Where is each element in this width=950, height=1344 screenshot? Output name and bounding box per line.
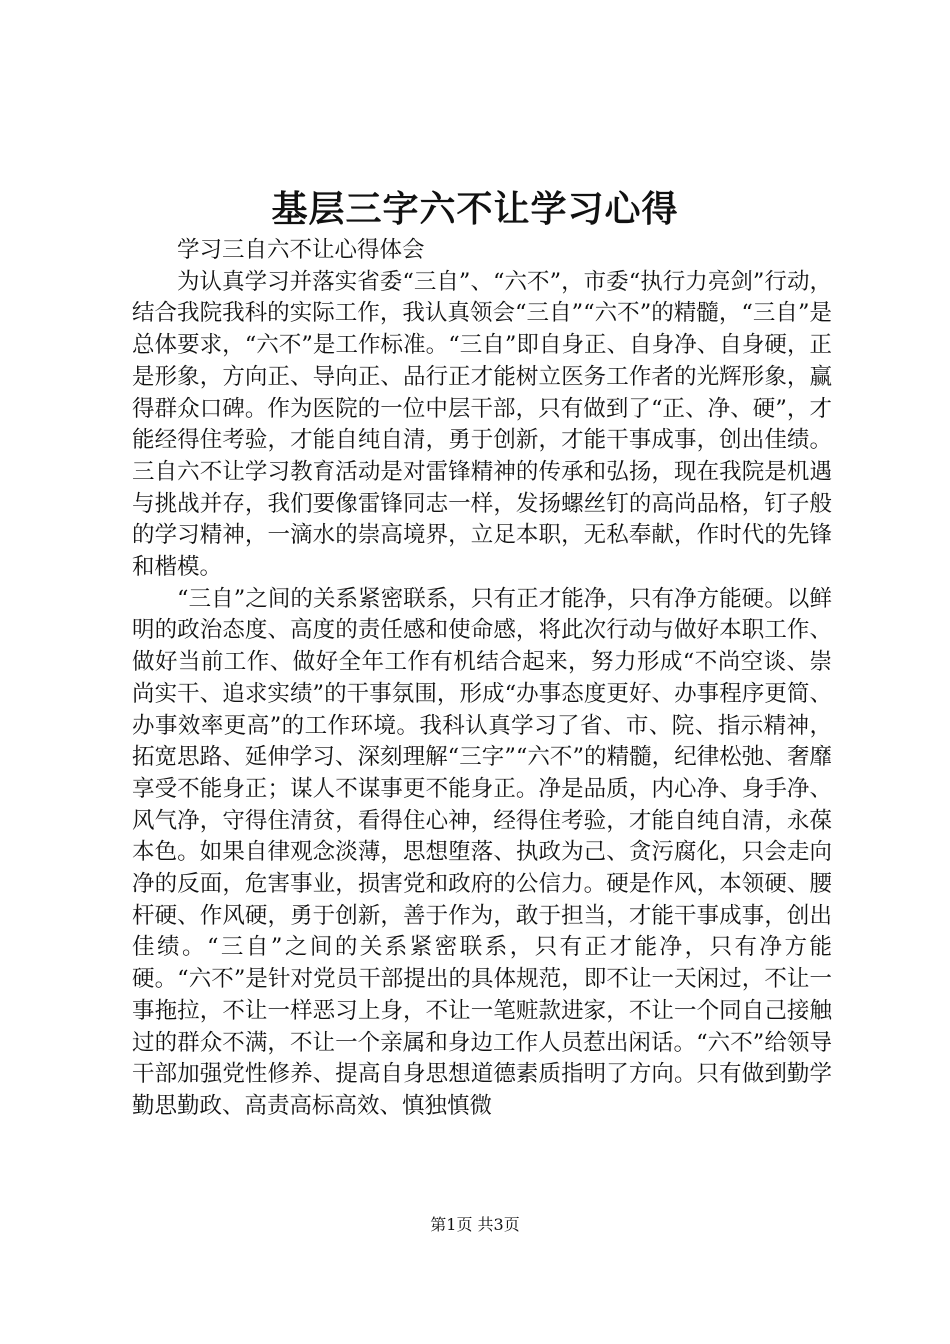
body-paragraph: “三自”之间的关系紧密联系，只有正才能净，只有净方能硬。以鲜明的政治态度、高度的责任感和使命感，将此次行动与做好本职工作、做好当前工作、做好全年工作有机结合起来，努力形成“不尚空谈、崇尚实干、追求实绩”的干事氛围，形成“办事态度更好、办事程序更简、办事效率更高”的工作环境。我科认真学习了省、市、院、指示精神，拓宽思路、延伸学习、深刻理解“三字”“六不”的精髓，纪律松弛、奢靡享受不能身正；谋人不谋事更不能身正。净是品质，内心净、身手净、风气净，守得住清贫，看得住心神，经得住考验，才能自纯自清，永葆本色。如果自律观念淡薄，思想堕落、执政为己、贪污腐化，只会走向净的反面，危害事业，损害党和政府的公信力。硬是作风，本领硬、腰杆硬、作风硬，勇于创新，善于作为，敢于担当，才能干事成事，创出佳绩。“三自”之间的关系紧密联系，只有正才能净，只有净方能硬。“六不”是针对党员干部提出的具体规范，即不让一天闲过，不让一事拖拉，不让一样恶习上身，不让一笔赃款进家，不让一个同自己接触过的群众不满，不让一个亲属和身边工作人员惹出闲话。“六不”给领导干部加强党性修养、提高自身思想道德素质指明了方向。只有做到勤学勤思勤政、高责高标高效、慎独慎微	[132, 585, 832, 1119]
body-paragraph: 为认真学习并落实省委“三自”、“六不”，市委“执行力亮剑”行动，结合我院我科的实际工作，我认真领会“三自”“六不”的精髓，“三自”是总体要求，“六不”是工作标准。“三自”即自身正、自身净、自身硬，正是形象，方向正、导向正、品行正才能树立医务工作者的光辉形象，赢得群众口碑。作为医院的一位中层干部，只有做到了“正、净、硬”，才能经得住考验，才能自纯自清，勇于创新，才能干事成事，创出佳绩。三自六不让学习教育活动是对雷锋精神的传承和弘扬，现在我院是机遇与挑战并存，我们要像雷锋同志一样，发扬螺丝钉的高尚品格，钉子般的学习精神，一滴水的崇高境界，立足本职，无私奉献，作时代的先锋和楷模。	[132, 268, 832, 581]
document-body	[132, 235, 832, 1123]
document-title: 基层三字六不让学习心得	[271, 188, 679, 230]
document-subtitle: 学习三自六不让心得体会	[177, 237, 425, 263]
page-number: 第1页 共3页	[430, 1215, 520, 1234]
